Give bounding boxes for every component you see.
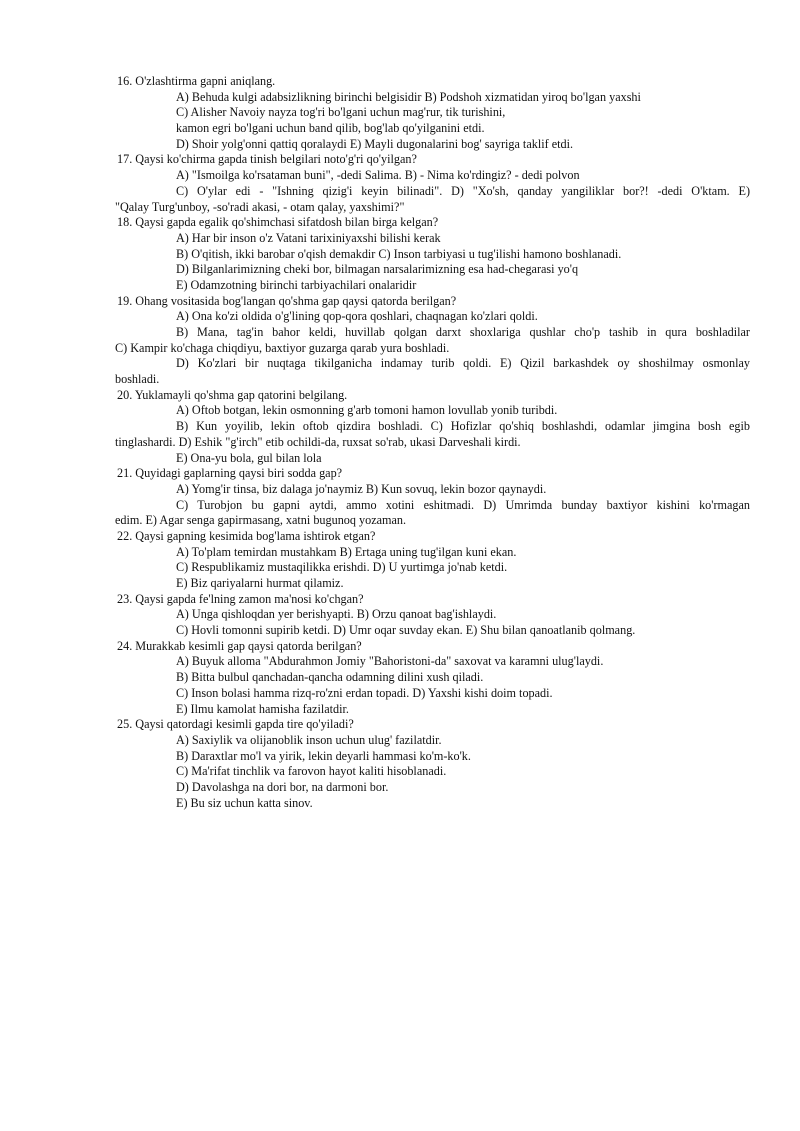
- option-line: B) Mana, tag'in bahor keldi, huvillab qolgan darxt shoxlariga qushlar cho'p tashib in qura boshladilar: [176, 325, 750, 339]
- question-line: 16. O'zlashtirma gapni aniqlang.: [117, 74, 276, 88]
- continuation-line: edim. E) Agar senga gapirmasang, xatni bugunoq yozaman.: [115, 513, 407, 528]
- option-line: A) Unga qishloqdan yer berishyapti. B) Orzu qanoat bag'ishlaydi.: [176, 607, 497, 622]
- option-line: C) Inson bolasi hamma rizq-ro'zni erdan topadi. D) Yaxshi kishi doim topadi.: [176, 685, 553, 700]
- option-line: A) Oftob botgan, lekin osmonning g'arb tomoni hamon lovullab yonib turibdi.: [176, 403, 558, 418]
- question-line: 18. Qaysi gapda egalik qo'shimchasi sifatdosh bilan birga kelgan?: [117, 215, 439, 230]
- option-line: C) Respublikamiz mustaqilikka erishdi. D) U yurtimga jo'nab ketdi.: [176, 560, 508, 575]
- test-page: [0, 74, 800, 811]
- option-line: B) Daraxtlar mo'l va yirik, lekin deyarli hammasi ko'm-ko'k.: [176, 748, 471, 763]
- continuation-line: "Qalay Turg'unboy, -so'radi akasi, - otam qalay, yaxshimi?": [115, 199, 405, 214]
- option-line: C) Alisher Navoiy nayza tog'ri bo'lgani uchun mag'rur, tik turishini,: [176, 105, 506, 120]
- option-line: A) "Ismoilga ko'rsataman buni", -dedi Salima. B) - Nima ko'rdingiz? - dedi polvon: [176, 168, 580, 183]
- option-line: D) Bilganlarimizning cheki bor, bilmagan narsalarimizning esa had-chegarasi yo'q: [176, 262, 579, 277]
- option-line: E) Odamzotning birinchi tarbiyachilari onalaridir: [176, 277, 417, 292]
- option-line: C) O'ylar edi - "Ishning qizig'i keyin bilinadi". D) "Xo'sh, qanday yangiliklar bor?! -dedi O'ktam. E): [176, 183, 750, 198]
- question-line: 23. Qaysi gapda fe'lning zamon ma'nosi ko'chgan?: [117, 591, 364, 606]
- question-line: 17. Qaysi ko'chirma gapda tinish belgilari noto'g'ri qo'yilgan?: [117, 152, 417, 167]
- option-line: E) Bu siz uchun katta sinov.: [176, 795, 313, 810]
- question-line: 20. Yuklamayli qo'shma gap qatorini belgilang.: [117, 387, 348, 402]
- option-line: D) Ko'zlari bir nuqtaga tikilganicha indamay turib qoldi. E) Qizil barkashdek oy shoshilmay osmonlay: [176, 356, 750, 371]
- option-line: A) Ona ko'zi oldida o'g'lining qop-qora qoshlari, chaqnagan ko'zlari qoldi.: [176, 309, 538, 324]
- option-line: E) Ona-yu bola, gul bilan lola: [176, 450, 322, 465]
- option-line: C) Hovli tomonni supirib ketdi. D) Umr oqar suvday ekan. E) Shu bilan qanoatlanib qolmang.: [176, 623, 636, 638]
- question-line: 24. Murakkab kesimli gap qaysi qatorda berilgan?: [117, 638, 362, 653]
- option-line: A) To'plam temirdan mustahkam B) Ertaga uning tug'ilgan kuni ekan.: [176, 544, 517, 559]
- option-line: A) Behuda kulgi adabsizlikning birinchi belgisidir B) Podshoh xizmatidan yiroq bo'lgan yaxshi: [176, 89, 641, 104]
- question-line: 22. Qaysi gapning kesimida bog'lama ishtirok etgan?: [117, 528, 376, 543]
- option-line: E) Ilmu kamolat hamisha fazilatdir.: [176, 701, 349, 716]
- question-line: 21. Quyidagi gaplarning qaysi biri sodda gap?: [117, 466, 343, 481]
- option-line: E) Biz qariyalarni hurmat qilamiz.: [176, 576, 344, 590]
- option-line: kamon egri bo'lgani uchun band qilib, bog'lab qo'yilganini etdi.: [176, 121, 485, 136]
- option-line: A) Saxiylik va olijanoblik inson uchun ulug' fazilatdir.: [176, 732, 442, 747]
- option-line: A) Har bir inson o'z Vatani tarixiniyaxshi bilishi kerak: [176, 230, 441, 245]
- continuation-line: boshladi.: [115, 372, 160, 387]
- option-line: B) Kun yoyilib, lekin oftob qizdira boshladi. C) Hofizlar qo'shiq boshlashdi, odamlar jimgina bosh egib: [176, 419, 750, 434]
- option-line: D) Shoir yolg'onni qattiq qoralaydi E) Mayli dugonalarini bog' sayriga taklif etdi.: [176, 136, 574, 151]
- option-line: B) Bitta bulbul qanchadan-qancha odamning dilini xush qiladi.: [176, 670, 484, 685]
- option-line: A) Yomg'ir tinsa, biz dalaga jo'naymiz B) Kun sovuq, lekin bozor qaynaydi.: [176, 481, 547, 496]
- option-line: B) O'qitish, ikki barobar o'qish demakdir C) Inson tarbiyasi u tug'ilishi hamono boshlanadi.: [176, 246, 622, 261]
- option-line: D) Davolashga na dori bor, na darmoni bor.: [176, 779, 389, 794]
- question-line: 19. Ohang vositasida bog'langan qo'shma gap qaysi qatorda berilgan?: [117, 293, 457, 308]
- option-line: C) Turobjon bu gapni aytdi, ammo xotini eshitmadi. D) Umrimda bunday baxtiyor kishini ko'rmagan: [176, 497, 750, 512]
- continuation-line: C) Kampir ko'chaga chiqdiyu, baxtiyor guzarga qarab yura boshladi.: [115, 340, 450, 355]
- continuation-line: tinglashardi. D) Eshik "g'irch" etib ochildi-da, ruxsat so'rab, ukasi Darveshali kirdi.: [115, 434, 521, 449]
- question-line: 25. Qaysi qatordagi kesimli gapda tire qo'yiladi?: [117, 717, 354, 732]
- option-line: C) Ma'rifat tinchlik va farovon hayot kaliti hisoblanadi.: [176, 764, 447, 779]
- option-line: A) Buyuk alloma "Abdurahmon Jomiy "Bahoristoni-da" saxovat va karamni ulug'laydi.: [176, 654, 604, 669]
